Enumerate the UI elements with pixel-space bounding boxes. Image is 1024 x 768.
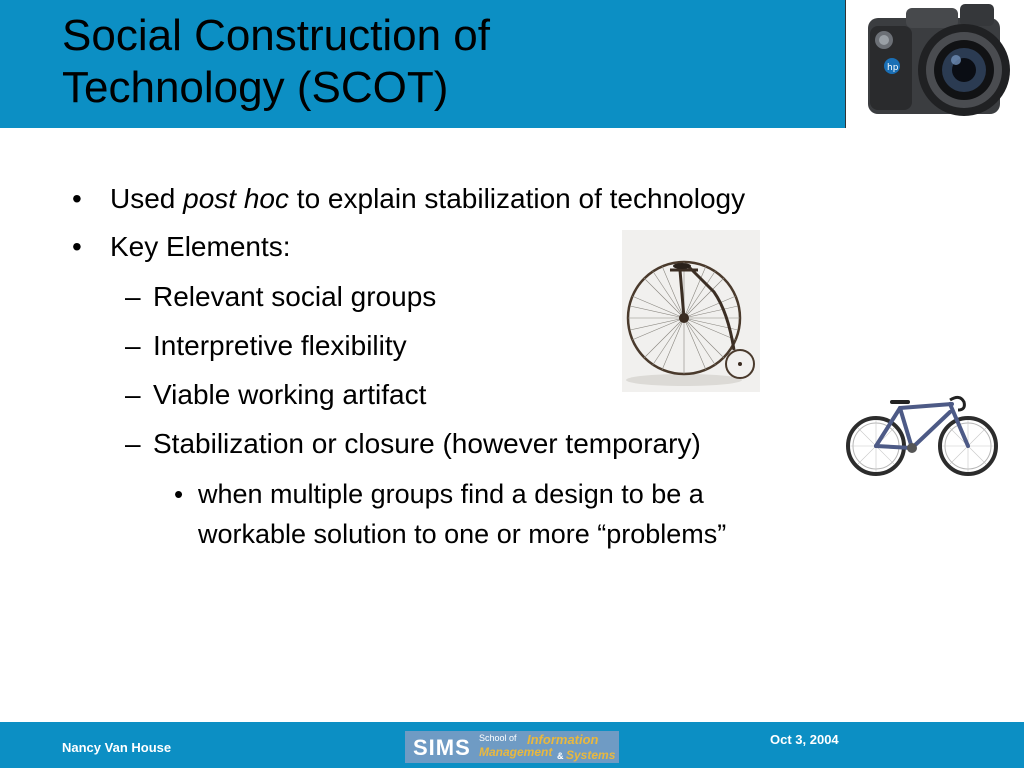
footer-author: Nancy Van House xyxy=(62,740,172,755)
logo-information: Information xyxy=(527,732,599,747)
dash-marker: – xyxy=(125,281,141,312)
bullet-used-post-hoc xyxy=(110,182,745,216)
dash-marker: – xyxy=(125,330,141,361)
title-line-2: Technology (SCOT) xyxy=(62,63,449,112)
sub-bullet-relevant-social-groups: Relevant social groups xyxy=(153,281,437,312)
sub-sub-bullet-line-2: workable solution to one or more “problems” xyxy=(198,519,727,549)
svg-text:hp: hp xyxy=(887,63,899,73)
penny-farthing-drawing xyxy=(622,230,760,392)
sub-bullet-interpretive-flexibility: Interpretive flexibility xyxy=(153,330,407,361)
logo-school-of: School of xyxy=(479,733,517,743)
road-bicycle-drawing xyxy=(842,382,1002,486)
emphasis-text: post hoc xyxy=(183,183,290,214)
logo-sims-text: SIMS xyxy=(413,735,471,760)
bullet-marker: • xyxy=(72,231,82,262)
bullet-text: to explain stabilization of technology xyxy=(289,183,746,214)
bullet-marker: • xyxy=(174,479,184,509)
sims-logo xyxy=(405,731,619,763)
road-bicycle-image xyxy=(842,382,1002,486)
sub-bullet-stabilization: Stabilization or closure (however temporary) xyxy=(153,428,701,459)
logo-systems: Systems xyxy=(566,748,616,762)
dash-marker: – xyxy=(125,428,141,459)
footer-date: Oct 3, 2004 xyxy=(770,732,839,747)
logo-management: Management xyxy=(479,745,553,759)
title-line-1: Social Construction of xyxy=(62,11,490,60)
dash-marker: – xyxy=(125,379,141,410)
bullet-key-elements: Key Elements: xyxy=(110,231,291,262)
sub-bullet-viable-working-artifact: Viable working artifact xyxy=(153,379,427,410)
sub-sub-bullet-line-1: when multiple groups find a design to be a xyxy=(198,479,704,509)
logo-amp: & xyxy=(557,751,564,761)
bullet-text: Used xyxy=(110,183,184,214)
penny-farthing-bicycle-image xyxy=(622,230,760,392)
bullet-marker: • xyxy=(72,183,82,214)
